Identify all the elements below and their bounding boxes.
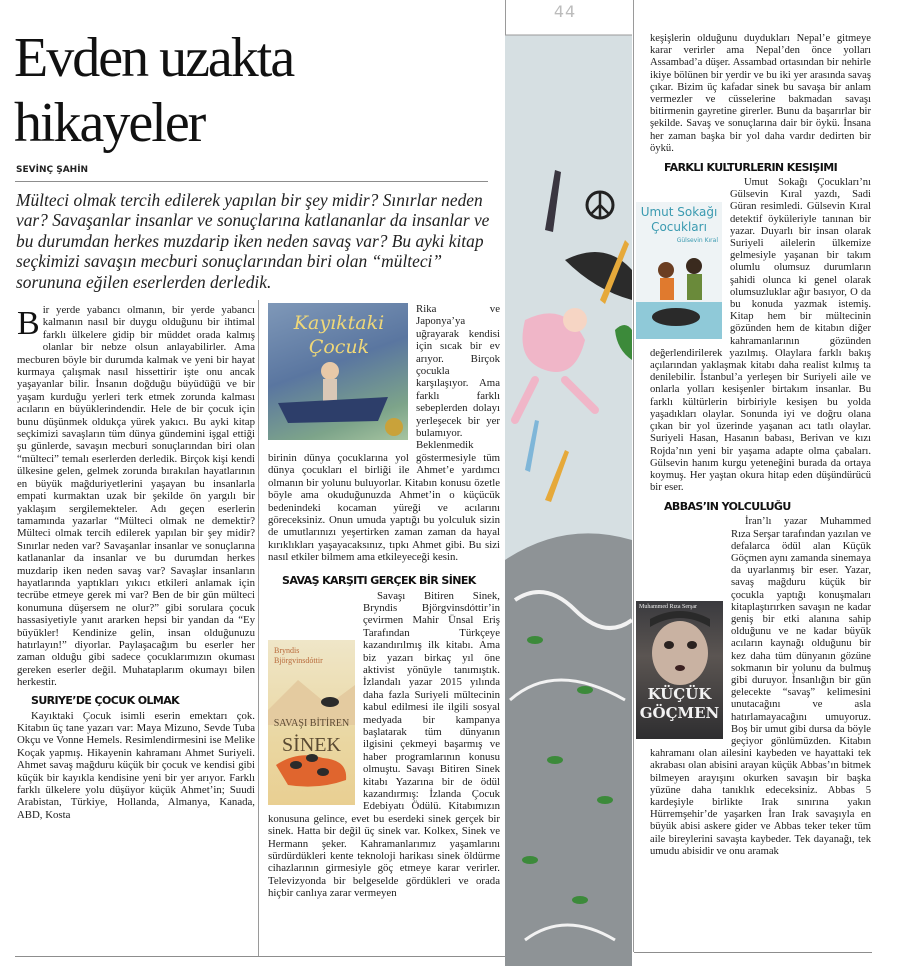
cover-title-line-1: KÜÇÜK (647, 685, 712, 704)
section-heading: SAVAŞ KARŞITI GERÇEK BİR SİNEK (282, 573, 476, 587)
book-cover-savasi-bitiren-sinek (268, 640, 355, 805)
decorative-illustration-strip (505, 0, 632, 966)
intro-text: ir yerde yabancı olmanın, bir yerde yabancı kalmanın nasıl bir duygu olduğunu bir ihtimal farklı ülkelere gidip bir müddet orada kalmış olanlar bir nebze olsun anlayabilirler. Ama mecburen böyle bir durumda kalmak ve yeni bir hayat kurmaya çalışmak nasıl hissettirir işte onu ancak yaşayanlar bilir. İnsanın doğduğu büyüdüğü ve bir yaşam kurduğu yerleri terk etmek zorunda kalması acıların en büyüklerindendir. Hele de bir çocuk için bunu düşünmek oldukça yürek yakıcı. Bu ayki kitap seçkimizi savaşların tüm dünya gündemini işgal ettiği şu günlerde, savaşın mecburi sonuçlarından biri olan “mülteci” temalı eserlerden derledik. Birçok kişi kendi ülkesine gelen, gelmek zorunda bırakılan hayatlarının en büyük mağduriyetlerini yaşayan bu insanlarla empati kurmaktan uzak bir şekilde ön yargılı bir yaklaşım sergilemekteler. Adı geçen eserlerin tamamında yazarlar “Mülteci olmak ne demektir? Mülteci olmak tercih edilerek yapılan bir şey midir? Sınırlar neden var? Savaşanlar insanlar ve sonuçlarına katlananlar da insanlar ve bu durumdan herkes muzdarip iken neden savaş var? Savaşlar insanların hayatlarında yaptıkları yıkıcı etkileri anlamak için tecrübe etmeye gerek mi var? Ben de bir gün mülteci konumuna düşersem ne olur?” gibi sorulara çocuk hassasiyetiyle yanıt ararken hepsi bir yandan da “Ey büyükler! Kendinize gelin, insan olduğunuzu hatırlayın!” diyorlar. Paylaşacağım bu eserler her zaman olduğu gibi sadece çocuklarımızın okuması gereken eserler değil. Muhataplarım okumayı bilen herkestir. (17, 304, 255, 689)
book-cover-umut-sokagi-cocuklari (636, 202, 722, 339)
bottom-divider-right (634, 952, 872, 953)
section-text: İran’lı yazar Muhammed Rıza Serşar tarafından yazılan ve defalarca ödül alan Küçük Göçmen aynı zamanda sinemaya da uyarlanmış bir eser. Yazar, savaş mağduru küçük bir çocukla yaptığı konuşmaları kitaplaştırırken savaşın ne kadar geniş bir etki alanına sahip olduğunu ve ne kadar büyük acıların kaynağı olduğunu bir kez daha tüm dünyanın gözüne sokmanın bir yolunu da bulmuş gibi duruyor. İnsanlığın bir gün gelecekte “savaş” kelimesini unutacağını ve asla hatırlamayacağını umuyoruz. Boş bir umut gibi dursa da böyle geçiyor gönlümüzden. Kitabın kahramanı olan ailesini kaybeden ve hayattaki tek akrabası olan abisini arayan küçük Abbas’ın bitmek bilmeyen arayışını okurken savaşın bir başka yüzüne daha tanıklık edeceksiniz. Abbas 5 kardeşiyle birlikte Irak sınırına yakın Hürremşehir’de yaşarken İran Irak savaşıyla en büyük abisi askere gider ve Abbas teker teker tüm aile bireylerini savaşta kaybeder. Tek dayanağı, tek umudu abisidir ve onu aramak (650, 516, 872, 857)
cover-title-line-2: SİNEK (282, 733, 341, 756)
book-cover-kayiktaki-cocuk (268, 303, 408, 440)
section-heading: FARKLI KULTURLERIN KESIŞIMI (664, 161, 838, 175)
column-divider (258, 300, 259, 956)
cover-author: Bryndis Björgvinsdóttir (274, 645, 323, 665)
section-paragraph: keşişlerin olduğunu duydukları Nepal’e gitmeye karar verirler ama Nepal’den önce yolları Assambad’a düşer. Assambad ortasından bir nehirle ikiye bölünen bir yerdir ve bu iki yer arasında savaş çıkar. Bizim üç kafadar sinek bu savaşa bir anlam vermezler ve cüsselerine bakmadan savaşı bitirmenin gayretine girerler. Bunu da başarırlar bir şekilde. Savaş ve sonuçlarına dair bir öykü. İnsana her zaman başka bir yol daha vardır dedirten bir öykü. (650, 33, 871, 154)
cover-author: Gülsevin Kıral (676, 237, 718, 245)
strip-right-border (633, 0, 634, 952)
page-number: 44 (553, 2, 577, 21)
section-text: Umut Sokağı Çocukları’nı Gülsevin Kıral yazdı, Sadi Güran resimledi. Gülsevin Kıral detektif öyküleriyle tanınan bir yazar. Duyarlı bir insan olarak Suriyeli ailelerin ülkemize gelmesiyle yaşanan bir takım olumlu olumsuz durumların şahidi olunca ki genel olarak olumsuzluklar ağır basıyor, O da bu konuda yazmak istemiş. Kitap hem bir mültecinin gözünden hem de kitabın diğer kahramanlarının gözünden değerlendirilerek yazılmış. Olaylara farklı bakış açılarından yaklaşmak kitabı daha realist kılmış ta denilebilir. İstanbul’a yerleşen bir Suriyeli aile ve onlarla yolları kesişenler birtakım insanlar. Bu farklı kültürlerin birbiriyle kesişen bu yolda yaşadıkları olaylar. Sonunda iyi ve doğru olana çıkan bir yol üzerinde yaşanan acı tatlı olaylar. Suriyeli Hasan, Hasanın babası, Berivan ve kızı Rojda’nın yeni bir yaşama adapte olma çabaları. Gülsevin hanım kurgu yeteneğini burada da ortaya koymuş. Her yaştan okura hitap eden düşündürücü bir eser. (650, 177, 871, 494)
section-paragraph (640, 177, 871, 494)
byline-divider (15, 181, 488, 182)
bottom-divider-left (15, 956, 505, 957)
title-line-1: Evden uzakta (14, 27, 294, 89)
cover-title-line-1: Umut Sokağı (640, 205, 718, 220)
section-heading: ABBAS’IN YOLCULUĞU (664, 500, 791, 514)
column-right (639, 33, 872, 858)
section-paragraph (268, 590, 500, 900)
book-cover-kucuk-gocmen (636, 601, 723, 739)
cover-title-line-2: GÖÇMEN (639, 704, 720, 723)
section-paragraph (639, 516, 872, 858)
section-paragraph: Rika ve Japonya’ya uğrayarak kendisi için sıcak bir ev arıyor. Birçok çocukla karşılaşıyor. Ama farklı farklı sebeplerden dolayı yerleşecek bir yer bulamıyor. Beklenmedik birinin dünya çocuklarına yol göstermesiyle tüm dünya çocukları el birliği ile Ahmet’e yardımcı olmanın bir yolunu buluyorlar. Kitabın konusu özetle böyle ama okuduğunuzda Ahmet’in o küçücük bedenindeki kocaman yüreği ve acılarını göreceksiniz. Onun umuda yaptığı bu yolculuk sizin de umutlarınızı yeşertirken zaman zaman da hayal kırıklıkları yaşayacaksınız, tıpkı Ahmet gibi. Bu sizi nasıl etkiler bilmem ama etkileyeceği kesin. (268, 303, 500, 564)
author-byline: SEVİNÇ ŞAHİN (16, 165, 89, 175)
section-paragraph: Kayıktaki Çocuk isimli eserin emektarı çok. Kitabın üç tane yazarı var: Maya Mizuno, Sevde Tuba Okçu ve Vonne Hemels. Resimlendirmesini ise Melike Koçak yapmış. Hikayenin kahramanı Ahmet Suriyeli. Ahmet savaş mağduru küçük bir çocuk ve kendisi gibi küçük bir kayıkla kendisine yeni bir yer arıyor. Farklı farklı ülkelere yolu düşüyor küçük Ahmet’in; Suudi Arabistan, Türkiye, Hollanda, Almanya, Kanada, ABD, Kosta (17, 709, 255, 821)
column-left (17, 304, 255, 821)
section-text: Savaşı Bitiren Sinek, Bryndis Björgvinsdóttir’in çevirmen Mahir Ünsal Eriş Tarafından Türkçeye kazandırılmış ilk kitabı. Ama biz yazarı birkaç yıl öne aktivist yönüyle tanımıştık. İzlandalı yazar 2015 yılında daha fazla Suriyeli mültecinin kabul edilmesi ile ilgili sosyal medyada bir kampanya başlatarak tüm dünyanın ilgisini çekmeyi başarmış ve haber programlarının konusu olmuştu. Savaşı Bitiren Sinek kitabı Yazarına bir de ödül kazandırmış: İzlanda Çocuk Edebiyatı Ödülü. Kitabımızın konusuna gelince, evet bu eserdeki sinek gerçek bir sinek. Hatta bir değil üç sinek var. Kolkex, Sinek ve Hermann şeker. Kahramanlarımız yaşamlarını sürdürdükleri kente teknoloji harikası sinek öldürme cihazlarının girmesiyle göç etmeye karar verirler. Televizyonda bir belgeselde gördükleri ve orada hiçbir canlıya zarar vermeyen (268, 589, 500, 900)
lede: Mülteci olmak tercih edilerek yapılan bir şey midir? Sınırlar neden var? Savaşanlar insanlar ve sonuçlarına katlananlar da insanlar ve bu durumdan herkes muzdarip iken neden savaş var? Bu ayki kitap seçkimizi savaşın mecburi sonuçlarından biri olan “mülteci” sorununa eğilen eserlerden derledik. (16, 190, 490, 292)
cover-title-line-1: SAVAŞI BİTİREN (273, 717, 350, 729)
title-line-2: hikayeler (14, 92, 205, 154)
cover-title: Kayıktaki Çocuk (293, 312, 385, 358)
cover-title-line-2: Çocukları (651, 220, 707, 235)
article-title (14, 26, 494, 156)
drop-cap: B (17, 305, 40, 342)
cover-author: Muhammed Rıza Serşar (639, 604, 697, 611)
section-heading: SURIYE’DE ÇOCUK OLMAK (31, 693, 180, 707)
column-middle (268, 303, 500, 900)
intro-paragraph (17, 304, 255, 689)
